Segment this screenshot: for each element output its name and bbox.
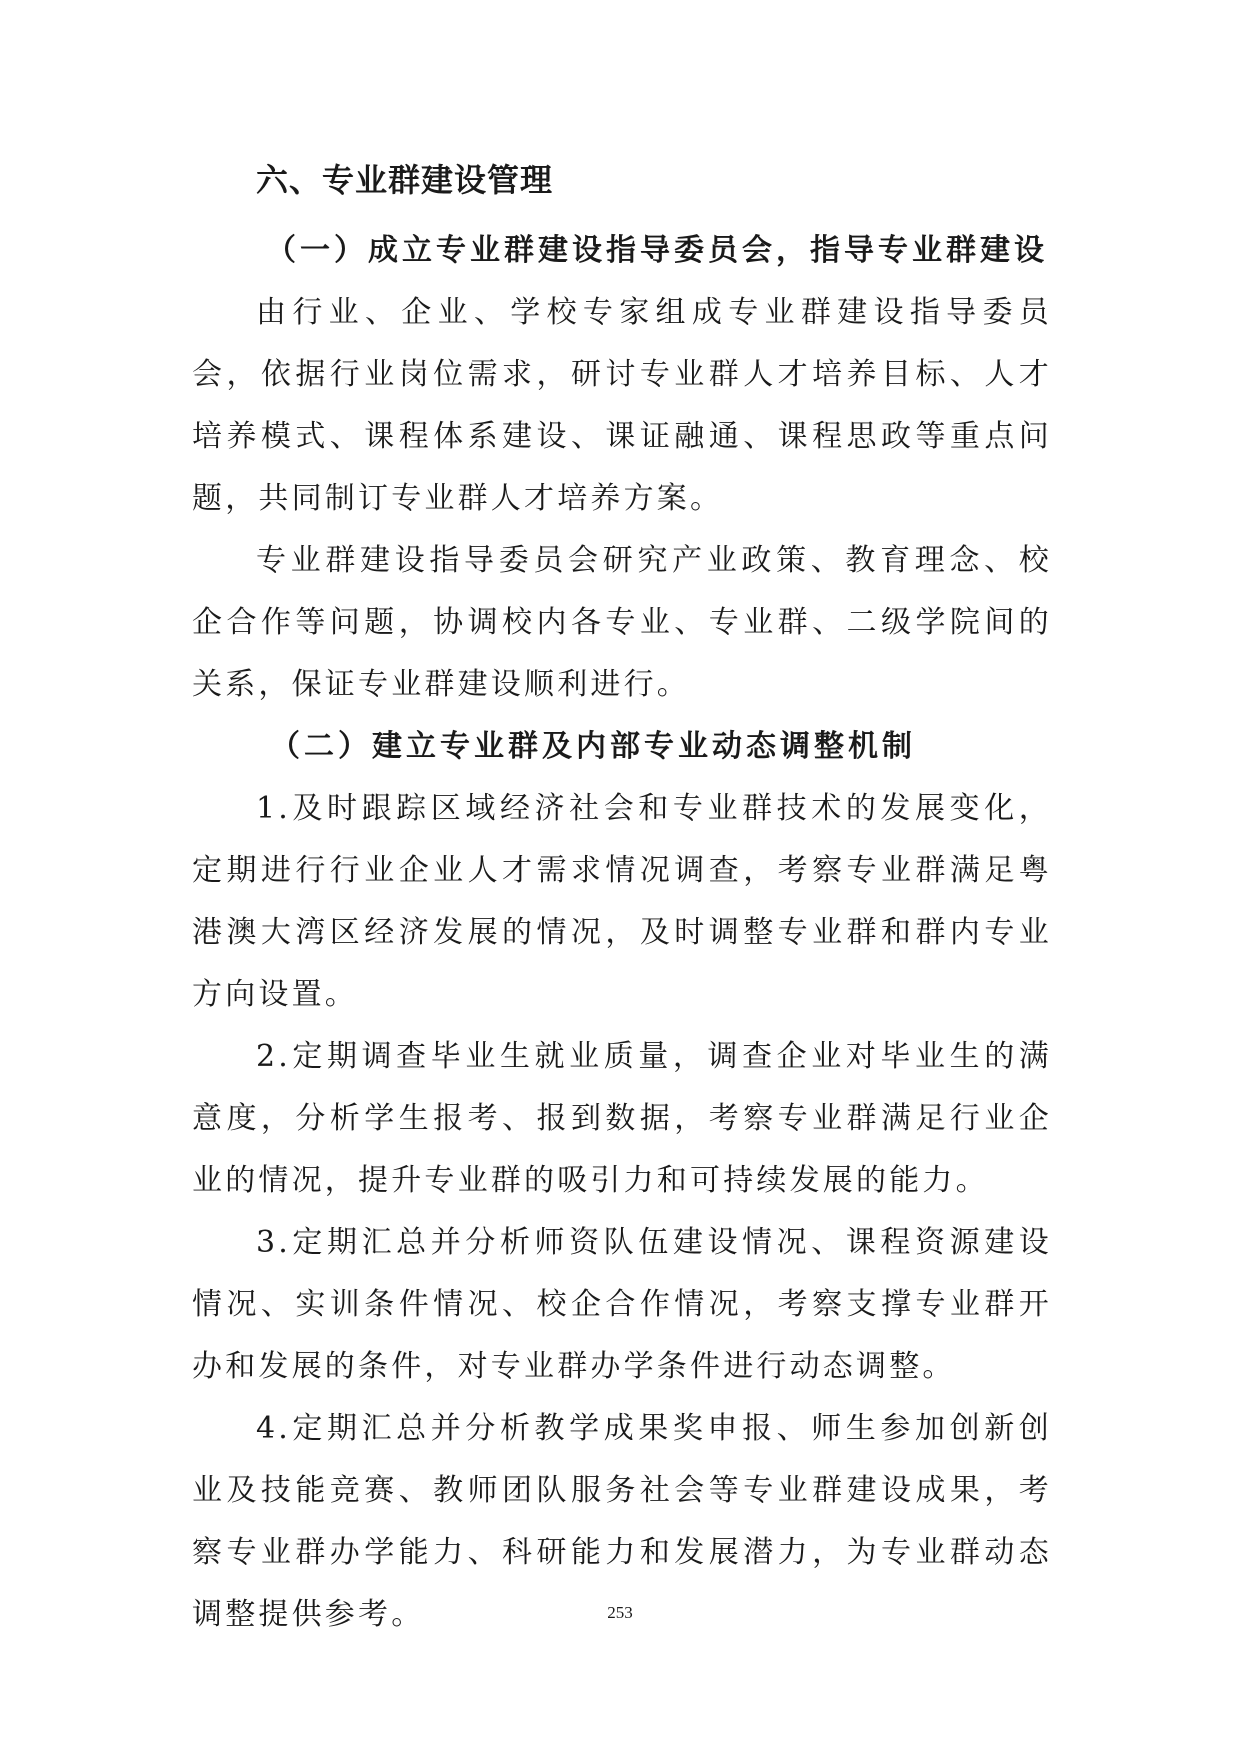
- page-content: [192, 150, 1052, 1646]
- subsection-title-2: （二）建立专业群及内部专业动态调整机制: [270, 729, 916, 764]
- paragraph-2-3: 3.定期汇总并分析师资队伍建设情况、课程资源建设情况、实训条件情况、校企合作情况，考察支撑专业群开办和发展的条件，对专业群办学条件进行动态调整。: [192, 1225, 1052, 1384]
- subsection-title-1: （一）成立专业群建设指导委员会，指导专业群建设: [266, 233, 1048, 268]
- section-title: 六、专业群建设管理: [256, 161, 554, 199]
- page-number: 253: [607, 1603, 633, 1622]
- paragraph-2-2: 2.定期调查毕业生就业质量，调查企业对毕业生的满意度，分析学生报考、报到数据，考察专业群满足行业企业的情况，提升专业群的吸引力和可持续发展的能力。: [192, 1039, 1052, 1198]
- paragraph-1-2: 专业群建设指导委员会研究产业政策、教育理念、校企合作等问题，协调校内各专业、专业群、二级学院间的关系，保证专业群建设顺利进行。: [192, 543, 1052, 702]
- paragraph-2-4: 4.定期汇总并分析教学成果奖申报、师生参加创新创业及技能竞赛、教师团队服务社会等专业群建设成果，考察专业群办学能力、科研能力和发展潜力，为专业群动态调整提供参考。: [192, 1411, 1052, 1632]
- paragraph-2-1: 1.及时跟踪区域经济社会和专业群技术的发展变化，定期进行行业企业人才需求情况调查，考察专业群满足粤港澳大湾区经济发展的情况，及时调整专业群和群内专业方向设置。: [192, 791, 1052, 1012]
- paragraph-1-1: 由行业、企业、学校专家组成专业群建设指导委员会，依据行业岗位需求，研讨专业群人才培养目标、人才培养模式、课程体系建设、课证融通、课程思政等重点问题，共同制订专业群人才培养方案。: [192, 295, 1052, 516]
